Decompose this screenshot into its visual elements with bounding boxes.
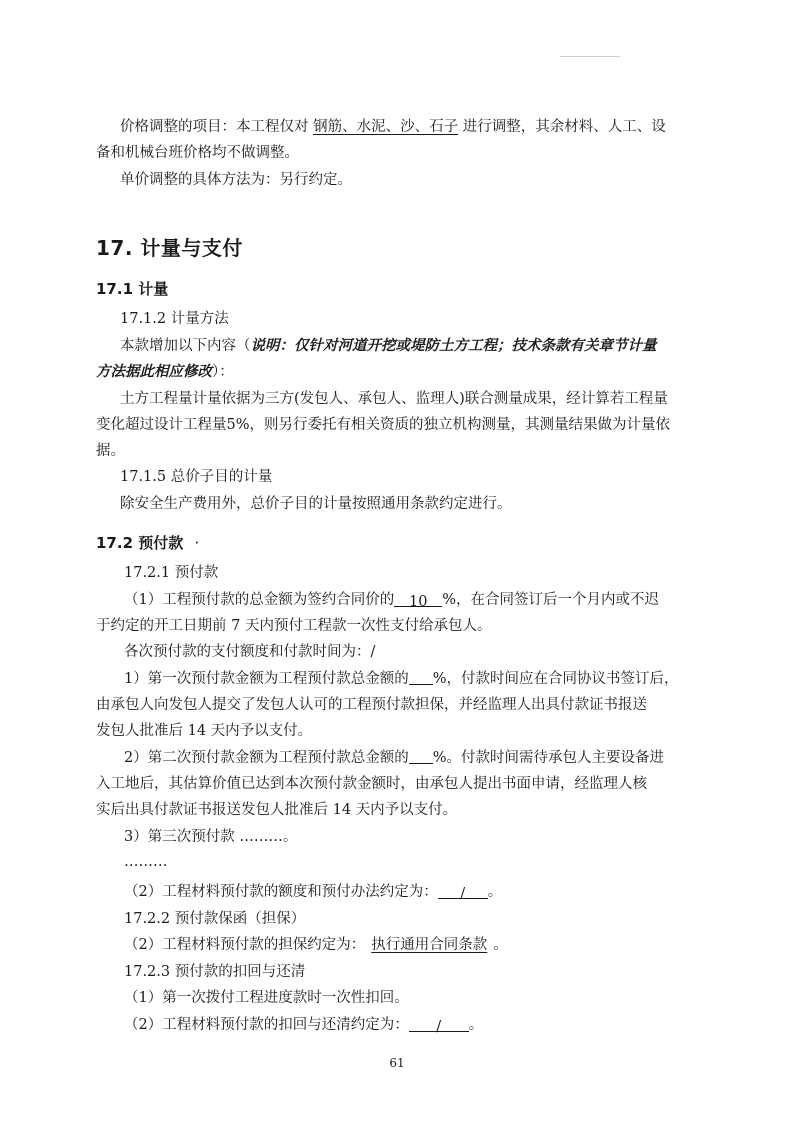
advance-total-line-1: （1）工程预付款的总金额为签约合同价的 10 %，在合同签订后一个月内或不迟 [124,592,660,610]
guarantee-value: 执行通用合同条款 [371,937,488,953]
first-advance-blank [409,670,433,685]
unit-price-method: 单价调整的具体方法为：另行约定。 [120,172,352,188]
second-advance-blank [409,749,433,764]
third-advance-line: 3）第三次预付款 ………。 [124,829,298,845]
scan-artifact [560,56,620,57]
section-17-2-heading: 17.2 预付款 · [96,534,200,552]
ellipsis-line: ……… [124,854,168,870]
earthwork-line-1: 土方工程量计量依据为三方(发包人、承包人、监理人)联合测量成果，经计算若工程量 [120,391,668,407]
note-line-2: 方法据此相应修改）： [96,363,234,380]
earthwork-line-2: 变化超过设计工程量5%，则另行委托有相关资质的独立机构测量，其测量结果做为计量依 [96,417,670,433]
note-text-2: 方法据此相应修改 [96,363,212,380]
advance-total-line-2: 于约定的开工日期前 7 天内预付工程款一次性支付给承包人。 [96,618,492,634]
adjusted-materials: 钢筋、水泥、沙、石子 [313,119,459,135]
payment-schedule-line: 各次预付款的支付额度和付款时间为：/ [124,644,376,660]
first-advance-line-3: 发包人批准后 14 天内予以支付。 [96,723,313,739]
note-text-1: 说明：仅针对河道开挖或堤防土方工程；技术条款有关章节计量 [250,337,657,354]
advance-percent: 10 [394,592,442,607]
price-adjust-line-2: 备和机械台班价格均不做调整。 [96,145,299,161]
page-number: 61 [389,1056,405,1070]
price-adjust-line-1: 价格调整的项目：本工程仅对 钢筋、水泥、沙、石子 进行调整，其余材料、人工、设 [120,119,666,135]
deduction-value: / [409,1017,469,1032]
second-advance-line-3: 实后出具付款证书报送发包人批准后 14 天内予以支付。 [96,802,458,818]
earthwork-line-3: 据。 [96,443,125,459]
material-advance-line: （2）工程材料预付款的额度和预付办法约定为： / 。 [124,884,503,902]
clause-17-1-2-title: 17.1.2 计量方法 [120,311,229,327]
second-advance-line-1: 2）第二次预付款金额为工程预付款总金额的 %。付款时间需待承包人主要设备进 [124,750,665,766]
guarantee-line: （2）工程材料预付款的担保约定为： 执行通用合同条款 。 [124,937,508,953]
first-advance-line-2: 由承包人向发包人提交了发包人认可的工程预付款担保，并经监理人出具付款证书报送 [96,697,647,713]
add-content-line: 本款增加以下内容（说明：仅针对河道开挖或堤防土方工程；技术条款有关章节计量 [120,337,657,354]
clause-17-2-3-title: 17.2.3 预付款的扣回与还清 [124,964,306,980]
section-17-1-heading: 17.1 计量 [96,280,169,298]
deduction-line-1: （1）第一次拨付工程进度款时一次性扣回。 [124,990,409,1006]
deduction-line-2: （2）工程材料预付款的扣回与还清约定为： / 。 [124,1017,484,1035]
material-advance-value: / [438,884,488,899]
clause-17-2-1-title: 17.2.1 预付款 [124,565,219,581]
second-advance-line-2: 入工地后，其估算价值已达到本次预付款金额时，由承包人提出书面申请，经监理人核 [96,776,647,792]
section-17-heading: 17. 计量与支付 [96,236,243,260]
stray-mark: · [194,534,200,552]
clause-17-1-5-text: 除安全生产费用外，总价子目的计量按照通用条款约定进行。 [120,496,512,512]
first-advance-line-1: 1）第一次预付款金额为工程预付款总金额的 %，付款时间应在合同协议书签订后， [124,671,679,687]
clause-17-1-5-title: 17.1.5 总价子目的计量 [120,469,273,485]
clause-17-2-2-title: 17.2.2 预付款保函（担保） [124,911,306,927]
